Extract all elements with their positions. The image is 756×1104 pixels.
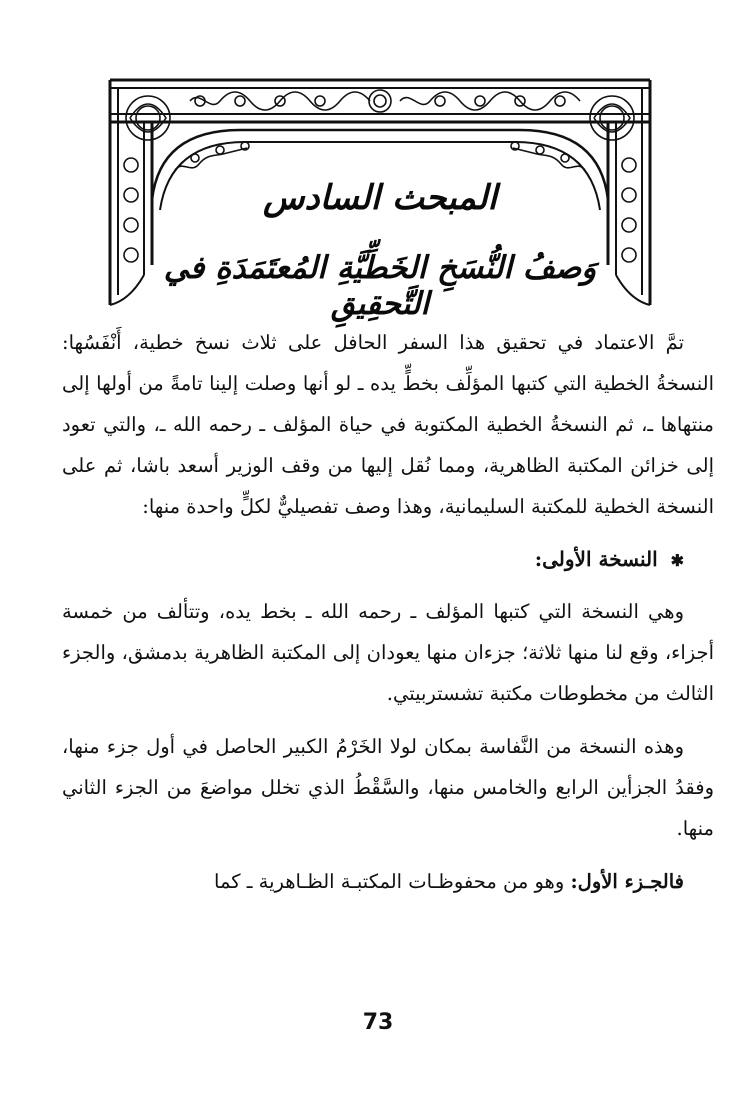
page-number: 73 — [362, 1010, 394, 1035]
first-part-term: فالجـزء الأول: — [570, 870, 684, 893]
paragraph-first-copy-value: وهذه النسخة من النَّفاسة بمكان لولا الخَرْمُ الكبير الحاصل في أول جزء منها، وفقدُ الجزأين الرابع والخامس منها، والسَّقْطُ الذي تخلل مواضعَ من الجزء الثاني منها. — [62, 735, 714, 840]
paragraph-intro: تمَّ الاعتماد في تحقيق هذا السفر الحافل على ثلاث نسخ خطية، أَنْفَسُها: النسخةُ الخطية التي كتبها المؤلِّف بخطٍّ يده ـ لو أنها وصلت إلينا تامةً من أولها إلى منتهاها ـ، ثم النسخةُ الخطية المكتوبة في حياة المؤلف ـ رحمه الله ـ، والتي تعود إلى خزائن المكتبة الظاهرية، ومما نُقل إليها من وقف الوزير أسعد باشا، ثم على النسخة الخطية للمكتبة السليمانية، وهذا وصف تفصيليٌّ لكلٍّ واحدة منها: — [62, 331, 714, 518]
asterisk-icon: ✱ — [670, 551, 684, 570]
paragraph-first-part — [62, 861, 714, 902]
section-heading-label: النسخة الأولى: — [534, 547, 658, 571]
body-text — [62, 322, 714, 902]
paragraph-first-copy-description: وهي النسخة التي كتبها المؤلف ـ رحمه الله ـ بخط يده، وتتألف من خمسة أجزاء، وقع لنا منها ثلاثة؛ جزءان منها يعودان إلى المكتبة الظاهرية بدمشق، والجزء الثالث من مخطوطات مكتبة تشستربيتي. — [62, 600, 714, 705]
chapter-title: وَصفُ النُّسَخِ الخَطِّيَّةِ المُعتَمَدَةِ في التَّحقِيقِ — [163, 250, 597, 322]
section-heading-first-copy — [62, 539, 714, 581]
first-part-text: وهو من محفوظـات المكتبـة الظـاهرية ـ كما — [214, 870, 571, 893]
chapter-label: المبحث السادس — [262, 178, 498, 218]
